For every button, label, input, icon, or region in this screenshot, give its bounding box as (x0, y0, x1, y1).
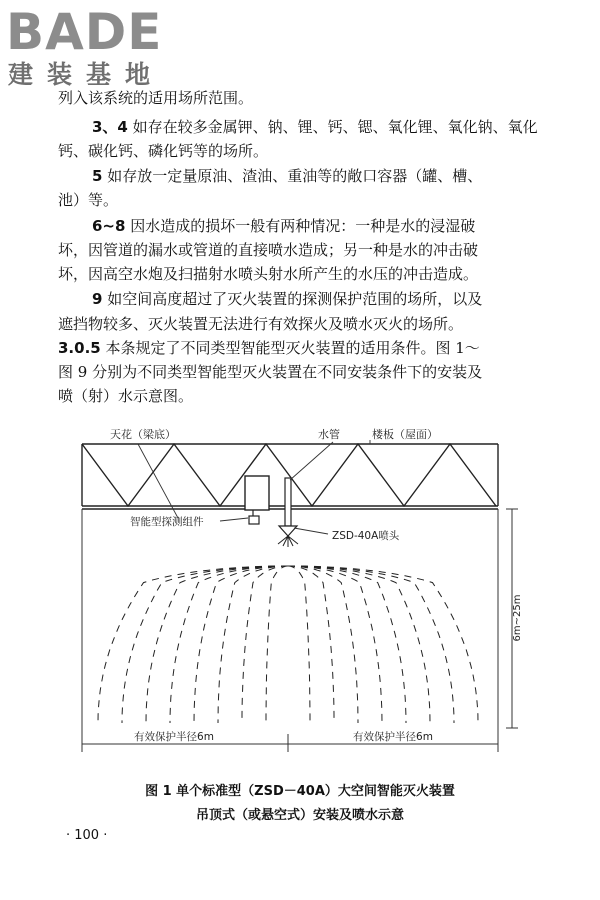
clause-number: 6~8 (92, 217, 126, 235)
paragraph-line: 列入该系统的适用场所范围。 (58, 89, 254, 107)
figure-caption-line1: 图 1 单个标准型（ZSD－40A）大空间智能灭火装置 (145, 784, 455, 799)
nozzle-icon (278, 526, 298, 547)
detector-unit (245, 476, 269, 524)
paragraph-line: 坏，因高空水炮及扫描射水喷头射水所产生的水压的冲击造成。 (58, 265, 479, 283)
paragraph-line: 6~8 因水造成的损坏一般有两种情况：一种是水的浸湿破 (92, 217, 476, 235)
spray-stream (218, 566, 288, 723)
paragraph-line: 3、4 如存在较多金属钾、钠、锂、钙、锶、氧化锂、氧化钠、氧化 (92, 118, 538, 136)
bade-logo (6, 4, 178, 94)
spray-stream (98, 566, 288, 723)
paragraph-line: 图 9 分别为不同类型智能型灭火装置在不同安装条件下的安装及 (58, 363, 483, 381)
spray-stream (194, 566, 288, 723)
clause-number: 3.0.5 (58, 339, 101, 357)
spray-stream (288, 566, 382, 723)
figure-caption-line2: 吊顶式（或悬空式）安装及喷水示意 (195, 808, 404, 823)
pipe-label: 水管 (318, 428, 340, 441)
clause-number: 5 (92, 167, 103, 185)
spray-pattern (98, 566, 478, 723)
spray-stream (266, 566, 288, 723)
spray-stream (122, 566, 288, 723)
paragraph-line: 坏，因管道的漏水或管道的直接喷水造成；另一种是水的冲击破 (58, 241, 479, 259)
detector-label: 智能型探测组件 (130, 516, 204, 528)
paragraph-line: 3.0.5 本条规定了不同类型智能型灭火装置的适用条件。图 1～ (58, 339, 480, 357)
diagram-svg (70, 418, 530, 752)
spray-stream (288, 566, 310, 723)
spray-stream (288, 566, 478, 723)
spray-stream (288, 566, 430, 723)
paragraph-line: 喷（射）水示意图。 (58, 387, 194, 405)
paragraph-line: 5 如存放一定量原油、渣油、重油等的敞口容器（罐、槽、 (92, 167, 483, 185)
floor-slab-label: 楼板（屋面） (372, 428, 438, 441)
paragraph-line: 钙、碳化钙、磷化钙等的场所。 (58, 142, 269, 160)
paragraph-line: 池）等。 (58, 191, 119, 209)
water-pipe (285, 478, 291, 526)
paragraph-line: 遮挡物较多、灭火装置无法进行有效探火及喷水灭火的场所。 (58, 315, 464, 333)
paragraph-line: 9 如空间高度超过了灭火装置的探测保护范围的场所，以及 (92, 290, 483, 308)
radius-label-left: 有效保护半径6m (134, 731, 214, 743)
clause-number: 9 (92, 290, 103, 308)
spray-stream (288, 566, 334, 723)
spray-stream (146, 566, 288, 723)
nozzle-label: ZSD-40A喷头 (332, 530, 400, 542)
ceiling-label: 天花（梁底） (110, 428, 176, 441)
spray-stream (242, 566, 288, 723)
installation-diagram (70, 418, 530, 752)
page-number: · 100 · (66, 828, 108, 843)
spray-stream (288, 566, 358, 723)
logo-wordmark: BADE (6, 3, 163, 61)
clause-number: 3、4 (92, 118, 128, 136)
radius-label-right: 有效保护半径6m (353, 731, 433, 743)
spray-stream (288, 566, 454, 723)
logo-subtitle: 建装基地 (8, 60, 165, 89)
height-label: 6m~25m (512, 594, 523, 642)
